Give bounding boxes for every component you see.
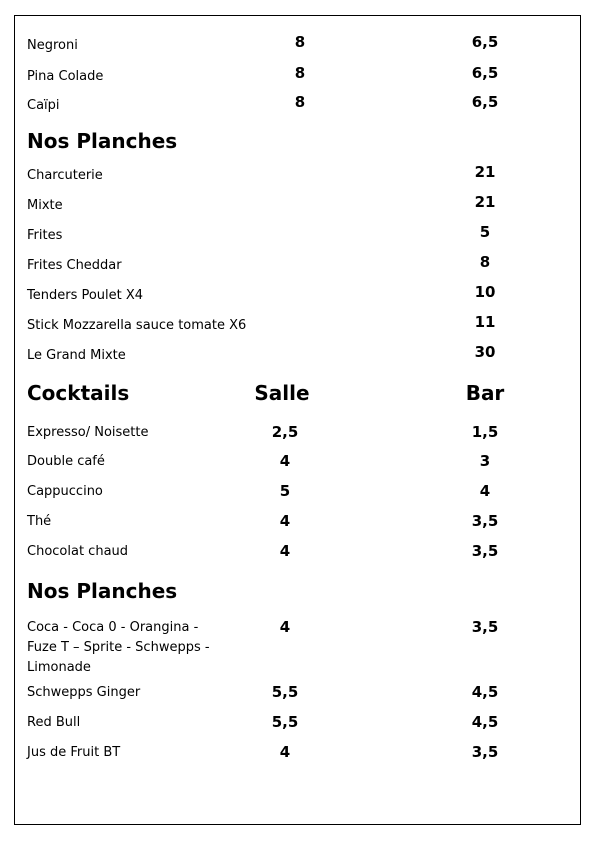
menu-item-price-col1: 4: [279, 452, 291, 470]
menu-item-price-col1: 5,5: [271, 713, 299, 731]
menu-item-price-col2: 4,5: [471, 713, 499, 731]
menu-item-name: Tenders Poulet X4: [27, 288, 144, 303]
menu-item-price-col1: 5: [279, 482, 291, 500]
menu-item-name: Jus de Fruit BT: [27, 745, 121, 760]
menu-item-price-col2: 21: [474, 193, 496, 211]
menu-item-price-col2: 3,5: [471, 743, 499, 761]
section-title: Nos Planches: [27, 129, 178, 153]
menu-item-name: Charcuterie: [27, 168, 103, 183]
menu-item-price-col2: 3,5: [471, 542, 499, 560]
menu-item-price-col2: 3,5: [471, 512, 499, 530]
menu-item-price-col1: 8: [294, 93, 306, 111]
menu-item-price-col2: 4,5: [471, 683, 499, 701]
menu-item-name: Red Bull: [27, 715, 81, 730]
menu-item-name: Stick Mozzarella sauce tomate X6: [27, 318, 247, 333]
menu-item-price-col2: 3,5: [471, 618, 499, 636]
menu-item-name: Frites Cheddar: [27, 258, 122, 273]
menu-item-price-col2: 5: [479, 223, 491, 241]
section-title: Cocktails: [27, 381, 130, 405]
menu-item-price-col2: 21: [474, 163, 496, 181]
menu-item-name-line: Coca - Coca 0 - Orangina -: [27, 620, 199, 635]
menu-item-price-col2: 3: [479, 452, 491, 470]
menu-item-price-col1: 4: [279, 618, 291, 636]
menu-item-price-col1: 4: [279, 743, 291, 761]
menu-item-price-col2: 6,5: [471, 93, 499, 111]
menu-item-name: Negroni: [27, 38, 78, 53]
menu-item-name: Pina Colade: [27, 69, 104, 84]
column-header-salle: Salle: [254, 381, 310, 405]
menu-item-price-col1: 4: [279, 542, 291, 560]
menu-item-price-col2: 6,5: [471, 64, 499, 82]
menu-item-price-col2: 4: [479, 482, 491, 500]
menu-item-price-col2: 30: [474, 343, 496, 361]
menu-item-name: Chocolat chaud: [27, 544, 129, 559]
menu-item-price-col1: 8: [294, 33, 306, 51]
menu-item-price-col1: 5,5: [271, 683, 299, 701]
menu-item-name: Caïpi: [27, 98, 60, 113]
menu-item-name: Schwepps Ginger: [27, 685, 141, 700]
menu-item-price-col2: 8: [479, 253, 491, 271]
section-title: Nos Planches: [27, 579, 178, 603]
menu-item-name-line: Limonade: [27, 660, 91, 675]
menu-item-name: Cappuccino: [27, 484, 103, 499]
menu-item-price-col2: 6,5: [471, 33, 499, 51]
column-header-bar: Bar: [465, 381, 505, 405]
menu-item-price-col1: 4: [279, 512, 291, 530]
menu-item-name: Le Grand Mixte: [27, 348, 126, 363]
menu-item-name-line: Fuze T – Sprite - Schwepps -: [27, 640, 210, 655]
menu-item-name: Thé: [27, 514, 52, 529]
menu-item-name: Frites: [27, 228, 63, 243]
menu-item-price-col1: 2,5: [271, 423, 299, 441]
menu-item-price-col2: 11: [474, 313, 496, 331]
menu-item-price-col2: 10: [474, 283, 496, 301]
menu-item-name: Mixte: [27, 198, 63, 213]
menu-item-price-col1: 8: [294, 64, 306, 82]
menu-item-name: [27, 618, 210, 678]
menu-item-name: Expresso/ Noisette: [27, 425, 149, 440]
menu-item-name: Double café: [27, 454, 105, 469]
menu-item-price-col2: 1,5: [471, 423, 499, 441]
